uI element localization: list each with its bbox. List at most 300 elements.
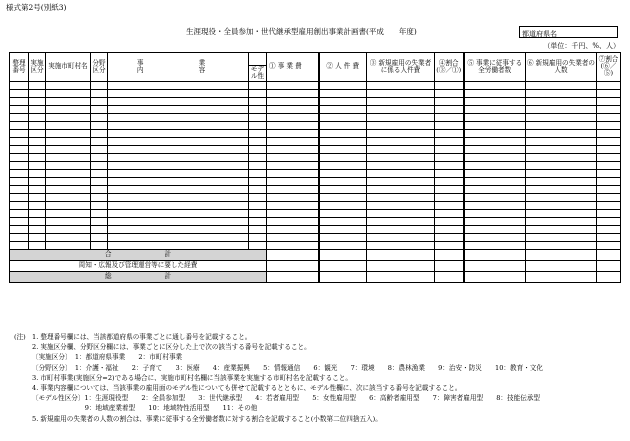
table-cell[interactable] <box>249 225 267 233</box>
table-cell[interactable] <box>526 241 597 249</box>
table-cell[interactable] <box>108 137 249 145</box>
table-cell[interactable] <box>91 161 108 169</box>
table-cell[interactable] <box>435 185 464 193</box>
table-cell[interactable] <box>435 201 464 209</box>
table-cell[interactable] <box>435 169 464 177</box>
total-cell[interactable] <box>367 260 435 271</box>
table-cell[interactable] <box>91 97 108 105</box>
table-cell[interactable] <box>10 161 29 169</box>
table-cell[interactable] <box>108 201 249 209</box>
table-cell[interactable] <box>267 153 319 161</box>
table-cell[interactable] <box>435 81 464 89</box>
total-cell[interactable] <box>319 260 367 271</box>
total-cell[interactable] <box>319 271 367 282</box>
table-cell[interactable] <box>464 201 526 209</box>
table-cell[interactable] <box>464 81 526 89</box>
table-cell[interactable] <box>267 225 319 233</box>
table-cell[interactable] <box>91 113 108 121</box>
table-cell[interactable] <box>29 169 46 177</box>
total-cell[interactable] <box>435 271 464 282</box>
table-cell[interactable] <box>91 185 108 193</box>
table-cell[interactable] <box>319 201 367 209</box>
table-cell[interactable] <box>319 241 367 249</box>
table-cell[interactable] <box>29 161 46 169</box>
table-cell[interactable] <box>108 193 249 201</box>
table-cell[interactable] <box>319 145 367 153</box>
table-cell[interactable] <box>249 233 267 241</box>
table-cell[interactable] <box>10 121 29 129</box>
table-cell[interactable] <box>367 185 435 193</box>
table-cell[interactable] <box>91 153 108 161</box>
table-cell[interactable] <box>46 153 91 161</box>
table-cell[interactable] <box>249 145 267 153</box>
table-cell[interactable] <box>367 129 435 137</box>
table-cell[interactable] <box>597 217 621 225</box>
table-cell[interactable] <box>267 145 319 153</box>
table-cell[interactable] <box>108 185 249 193</box>
table-cell[interactable] <box>29 129 46 137</box>
table-cell[interactable] <box>367 153 435 161</box>
table-cell[interactable] <box>267 113 319 121</box>
table-cell[interactable] <box>319 113 367 121</box>
table-cell[interactable] <box>526 129 597 137</box>
table-cell[interactable] <box>108 89 249 97</box>
table-cell[interactable] <box>367 121 435 129</box>
table-cell[interactable] <box>435 193 464 201</box>
table-cell[interactable] <box>46 241 91 249</box>
table-cell[interactable] <box>29 81 46 89</box>
table-cell[interactable] <box>249 201 267 209</box>
table-cell[interactable] <box>267 209 319 217</box>
table-cell[interactable] <box>10 145 29 153</box>
table-cell[interactable] <box>319 177 367 185</box>
table-cell[interactable] <box>29 177 46 185</box>
table-cell[interactable] <box>319 121 367 129</box>
total-cell[interactable] <box>464 271 526 282</box>
total-cell[interactable] <box>267 271 319 282</box>
table-cell[interactable] <box>267 169 319 177</box>
table-cell[interactable] <box>526 161 597 169</box>
table-cell[interactable] <box>29 217 46 225</box>
table-cell[interactable] <box>46 193 91 201</box>
table-cell[interactable] <box>10 129 29 137</box>
total-cell[interactable] <box>464 260 526 271</box>
table-cell[interactable] <box>267 241 319 249</box>
table-cell[interactable] <box>319 153 367 161</box>
table-cell[interactable] <box>597 233 621 241</box>
table-cell[interactable] <box>435 217 464 225</box>
table-cell[interactable] <box>108 105 249 113</box>
table-cell[interactable] <box>10 153 29 161</box>
table-cell[interactable] <box>29 185 46 193</box>
table-cell[interactable] <box>464 89 526 97</box>
table-cell[interactable] <box>367 97 435 105</box>
table-cell[interactable] <box>91 201 108 209</box>
table-cell[interactable] <box>46 105 91 113</box>
table-cell[interactable] <box>597 97 621 105</box>
table-cell[interactable] <box>597 193 621 201</box>
table-cell[interactable] <box>91 225 108 233</box>
table-cell[interactable] <box>367 89 435 97</box>
table-cell[interactable] <box>464 209 526 217</box>
table-cell[interactable] <box>267 81 319 89</box>
table-cell[interactable] <box>46 233 91 241</box>
table-cell[interactable] <box>435 97 464 105</box>
table-cell[interactable] <box>249 137 267 145</box>
table-cell[interactable] <box>367 145 435 153</box>
table-cell[interactable] <box>597 129 621 137</box>
table-cell[interactable] <box>10 185 29 193</box>
table-cell[interactable] <box>10 233 29 241</box>
table-cell[interactable] <box>91 81 108 89</box>
table-cell[interactable] <box>367 137 435 145</box>
table-cell[interactable] <box>464 105 526 113</box>
table-cell[interactable] <box>319 169 367 177</box>
table-cell[interactable] <box>267 177 319 185</box>
table-cell[interactable] <box>597 145 621 153</box>
table-cell[interactable] <box>526 169 597 177</box>
prefecture-name-field[interactable] <box>519 26 618 38</box>
table-cell[interactable] <box>108 161 249 169</box>
table-cell[interactable] <box>464 137 526 145</box>
table-cell[interactable] <box>597 169 621 177</box>
total-cell[interactable] <box>435 260 464 271</box>
table-cell[interactable] <box>367 201 435 209</box>
table-cell[interactable] <box>464 129 526 137</box>
table-cell[interactable] <box>526 121 597 129</box>
table-cell[interactable] <box>319 193 367 201</box>
table-cell[interactable] <box>10 193 29 201</box>
table-cell[interactable] <box>526 217 597 225</box>
table-cell[interactable] <box>319 137 367 145</box>
table-cell[interactable] <box>526 153 597 161</box>
table-cell[interactable] <box>108 177 249 185</box>
table-cell[interactable] <box>29 201 46 209</box>
table-cell[interactable] <box>29 225 46 233</box>
table-cell[interactable] <box>367 193 435 201</box>
table-cell[interactable] <box>367 113 435 121</box>
table-cell[interactable] <box>46 161 91 169</box>
table-cell[interactable] <box>435 121 464 129</box>
table-cell[interactable] <box>29 121 46 129</box>
table-cell[interactable] <box>367 105 435 113</box>
table-cell[interactable] <box>91 217 108 225</box>
table-cell[interactable] <box>435 89 464 97</box>
table-cell[interactable] <box>267 137 319 145</box>
table-cell[interactable] <box>526 137 597 145</box>
table-cell[interactable] <box>319 105 367 113</box>
table-cell[interactable] <box>249 193 267 201</box>
table-cell[interactable] <box>108 97 249 105</box>
table-cell[interactable] <box>367 209 435 217</box>
table-cell[interactable] <box>597 113 621 121</box>
table-cell[interactable] <box>249 105 267 113</box>
table-cell[interactable] <box>267 89 319 97</box>
table-cell[interactable] <box>10 105 29 113</box>
table-cell[interactable] <box>367 169 435 177</box>
table-cell[interactable] <box>10 137 29 145</box>
table-cell[interactable] <box>464 193 526 201</box>
table-cell[interactable] <box>435 241 464 249</box>
table-cell[interactable] <box>597 137 621 145</box>
table-cell[interactable] <box>108 121 249 129</box>
table-cell[interactable] <box>464 169 526 177</box>
table-cell[interactable] <box>46 113 91 121</box>
table-cell[interactable] <box>108 81 249 89</box>
col-header-project-cost: ① 事 業 費 <box>267 53 319 82</box>
table-cell[interactable] <box>526 113 597 121</box>
table-cell[interactable] <box>46 81 91 89</box>
table-cell[interactable] <box>597 225 621 233</box>
table-cell[interactable] <box>526 97 597 105</box>
table-cell[interactable] <box>435 209 464 217</box>
table-cell[interactable] <box>267 105 319 113</box>
note-text: 1. 整理番号欄には、当該都道府県の事業ごとに通し番号を記載すること。 <box>32 333 252 341</box>
table-cell[interactable] <box>435 105 464 113</box>
table-cell[interactable] <box>249 185 267 193</box>
table-cell[interactable] <box>10 81 29 89</box>
table-cell[interactable] <box>367 241 435 249</box>
table-cell[interactable] <box>319 185 367 193</box>
table-cell[interactable] <box>464 97 526 105</box>
table-cell[interactable] <box>267 121 319 129</box>
table-cell[interactable] <box>46 129 91 137</box>
table-cell[interactable] <box>91 241 108 249</box>
table-cell[interactable] <box>29 137 46 145</box>
total-cell[interactable] <box>597 271 621 282</box>
table-cell[interactable] <box>46 177 91 185</box>
table-cell[interactable] <box>367 233 435 241</box>
total-cell[interactable] <box>267 249 319 260</box>
table-cell[interactable] <box>108 233 249 241</box>
table-cell[interactable] <box>29 105 46 113</box>
table-cell[interactable] <box>249 169 267 177</box>
total-cell[interactable] <box>267 260 319 271</box>
table-cell[interactable] <box>597 121 621 129</box>
table-cell[interactable] <box>597 185 621 193</box>
table-cell[interactable] <box>29 209 46 217</box>
table-cell[interactable] <box>10 113 29 121</box>
table-cell[interactable] <box>29 113 46 121</box>
table-cell[interactable] <box>10 97 29 105</box>
table-cell[interactable] <box>249 241 267 249</box>
table-cell[interactable] <box>249 129 267 137</box>
table-cell[interactable] <box>597 241 621 249</box>
table-cell[interactable] <box>10 201 29 209</box>
table-cell[interactable] <box>249 209 267 217</box>
table-cell[interactable] <box>526 193 597 201</box>
table-cell[interactable] <box>10 225 29 233</box>
table-cell[interactable] <box>10 209 29 217</box>
table-cell[interactable] <box>367 225 435 233</box>
table-cell[interactable] <box>29 193 46 201</box>
table-cell[interactable] <box>319 233 367 241</box>
table-cell[interactable] <box>91 193 108 201</box>
table-cell[interactable] <box>367 177 435 185</box>
table-cell[interactable] <box>108 129 249 137</box>
table-cell[interactable] <box>108 153 249 161</box>
table-cell[interactable] <box>464 121 526 129</box>
table-cell[interactable] <box>464 177 526 185</box>
table-cell[interactable] <box>249 81 267 89</box>
table-cell[interactable] <box>319 161 367 169</box>
table-cell[interactable] <box>367 161 435 169</box>
table-cell[interactable] <box>464 233 526 241</box>
table-cell[interactable] <box>435 137 464 145</box>
table-cell[interactable] <box>464 217 526 225</box>
table-cell[interactable] <box>526 81 597 89</box>
table-cell[interactable] <box>249 161 267 169</box>
table-cell[interactable] <box>526 105 597 113</box>
total-cell[interactable] <box>597 260 621 271</box>
table-cell[interactable] <box>526 209 597 217</box>
table-cell[interactable] <box>10 169 29 177</box>
table-cell[interactable] <box>319 89 367 97</box>
table-cell[interactable] <box>526 145 597 153</box>
table-cell[interactable] <box>29 153 46 161</box>
table-cell[interactable] <box>108 113 249 121</box>
table-cell[interactable] <box>319 209 367 217</box>
table-cell[interactable] <box>29 89 46 97</box>
table-cell[interactable] <box>29 233 46 241</box>
table-cell[interactable] <box>267 185 319 193</box>
table-cell[interactable] <box>435 129 464 137</box>
table-cell[interactable] <box>108 241 249 249</box>
table-cell[interactable] <box>435 177 464 185</box>
page-title: 生涯現役・全員参加・世代継承型雇用創出事業計画書(平成 年度) <box>186 27 417 36</box>
table-cell[interactable] <box>464 161 526 169</box>
total-cell[interactable] <box>435 249 464 260</box>
total-cell[interactable] <box>464 249 526 260</box>
table-cell[interactable] <box>464 185 526 193</box>
table-cell[interactable] <box>10 89 29 97</box>
table-cell[interactable] <box>597 105 621 113</box>
table-cell[interactable] <box>526 201 597 209</box>
table-cell[interactable] <box>10 217 29 225</box>
table-cell[interactable] <box>46 145 91 153</box>
table-cell[interactable] <box>597 209 621 217</box>
table-cell[interactable] <box>319 97 367 105</box>
table-cell[interactable] <box>46 169 91 177</box>
table-cell[interactable] <box>597 201 621 209</box>
table-cell[interactable] <box>249 113 267 121</box>
table-cell[interactable] <box>435 225 464 233</box>
table-cell[interactable] <box>10 177 29 185</box>
table-cell[interactable] <box>91 233 108 241</box>
table-cell[interactable] <box>29 97 46 105</box>
table-cell[interactable] <box>267 161 319 169</box>
table-cell[interactable] <box>46 225 91 233</box>
col-header-new-hires: ⑥ 新規雇用の失業者の人数 <box>526 53 597 82</box>
table-cell[interactable] <box>435 153 464 161</box>
table-cell[interactable] <box>46 185 91 193</box>
table-cell[interactable] <box>249 217 267 225</box>
table-cell[interactable] <box>91 177 108 185</box>
table-cell[interactable] <box>319 225 367 233</box>
total-cell[interactable] <box>597 249 621 260</box>
table-cell[interactable] <box>435 233 464 241</box>
table-cell[interactable] <box>464 241 526 249</box>
table-cell[interactable] <box>249 89 267 97</box>
table-cell[interactable] <box>46 97 91 105</box>
table-cell[interactable] <box>91 169 108 177</box>
table-cell[interactable] <box>91 209 108 217</box>
table-cell[interactable] <box>249 97 267 105</box>
table-cell[interactable] <box>108 145 249 153</box>
table-cell[interactable] <box>46 201 91 209</box>
table-cell[interactable] <box>91 129 108 137</box>
total-cell[interactable] <box>526 249 597 260</box>
table-cell[interactable] <box>319 81 367 89</box>
table-cell[interactable] <box>249 177 267 185</box>
table-cell[interactable] <box>10 241 29 249</box>
table-cell[interactable] <box>91 121 108 129</box>
table-cell[interactable] <box>267 97 319 105</box>
table-cell[interactable] <box>267 233 319 241</box>
table-cell[interactable] <box>46 217 91 225</box>
table-cell[interactable] <box>597 81 621 89</box>
table-cell[interactable] <box>526 225 597 233</box>
total-cell[interactable] <box>319 249 367 260</box>
table-cell[interactable] <box>108 209 249 217</box>
table-row <box>10 201 621 209</box>
table-cell[interactable] <box>464 113 526 121</box>
table-cell[interactable] <box>267 217 319 225</box>
table-cell[interactable] <box>319 217 367 225</box>
table-cell[interactable] <box>367 81 435 89</box>
table-cell[interactable] <box>464 225 526 233</box>
table-cell[interactable] <box>249 153 267 161</box>
total-cell[interactable] <box>526 260 597 271</box>
total-cell[interactable] <box>367 249 435 260</box>
table-cell[interactable] <box>29 145 46 153</box>
total-cell[interactable] <box>367 271 435 282</box>
table-cell[interactable] <box>91 105 108 113</box>
table-cell[interactable] <box>435 161 464 169</box>
total-cell[interactable] <box>526 271 597 282</box>
table-cell[interactable] <box>108 169 249 177</box>
table-cell[interactable] <box>108 217 249 225</box>
table-cell[interactable] <box>267 201 319 209</box>
table-cell[interactable] <box>526 233 597 241</box>
table-cell[interactable] <box>267 193 319 201</box>
table-cell[interactable] <box>249 121 267 129</box>
table-cell[interactable] <box>526 185 597 193</box>
table-cell[interactable] <box>367 217 435 225</box>
table-cell[interactable] <box>29 241 46 249</box>
table-cell[interactable] <box>46 121 91 129</box>
table-cell[interactable] <box>597 89 621 97</box>
table-cell[interactable] <box>597 153 621 161</box>
table-cell[interactable] <box>464 153 526 161</box>
table-cell[interactable] <box>108 225 249 233</box>
table-cell[interactable] <box>597 177 621 185</box>
table-cell[interactable] <box>46 89 91 97</box>
table-cell[interactable] <box>91 145 108 153</box>
table-cell[interactable] <box>526 177 597 185</box>
table-cell[interactable] <box>319 129 367 137</box>
table-cell[interactable] <box>46 137 91 145</box>
table-cell[interactable] <box>435 113 464 121</box>
table-cell[interactable] <box>526 89 597 97</box>
table-cell[interactable] <box>435 145 464 153</box>
table-cell[interactable] <box>91 137 108 145</box>
table-cell[interactable] <box>464 145 526 153</box>
table-cell[interactable] <box>267 129 319 137</box>
table-cell[interactable] <box>46 209 91 217</box>
table-cell[interactable] <box>597 161 621 169</box>
table-cell[interactable] <box>91 89 108 97</box>
